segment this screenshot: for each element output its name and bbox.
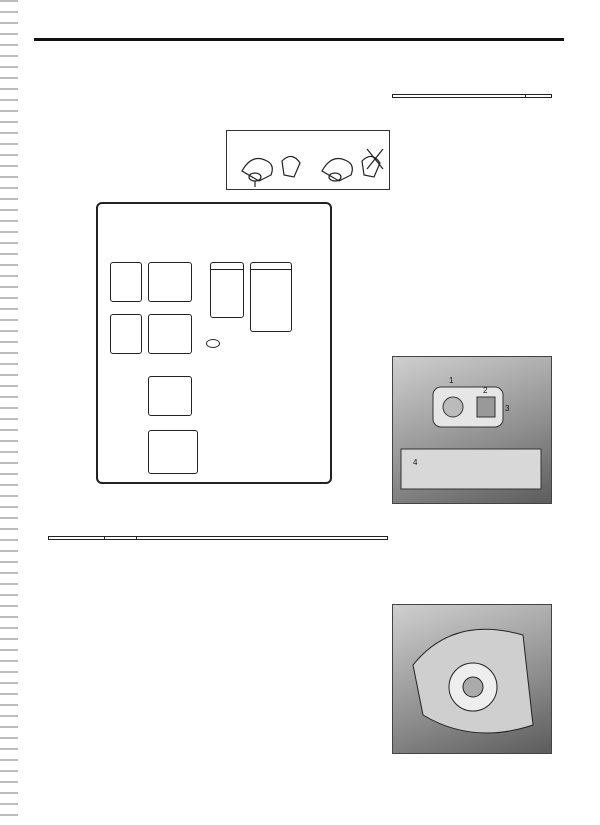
fuse-table-header — [105, 537, 137, 540]
lamp-table-header — [526, 95, 552, 98]
headlamp-removal-photo — [392, 604, 552, 754]
kia-bongo-front-photo — [392, 356, 552, 504]
relay-ffhs — [148, 376, 192, 416]
part-number — [206, 338, 220, 348]
relay-cond — [148, 430, 198, 474]
relay-glow — [148, 262, 192, 302]
fuse-glow-80a — [210, 262, 244, 318]
svg-text:3: 3 — [505, 404, 510, 413]
lamp-power-table — [392, 94, 552, 98]
fuse-table — [48, 536, 388, 540]
relay-acon — [110, 314, 142, 354]
svg-text:4: 4 — [413, 458, 418, 467]
fuse-block-diagram — [96, 202, 332, 484]
fuse-table-header — [137, 537, 388, 540]
svg-text:1: 1 — [449, 376, 454, 385]
svg-text:2: 2 — [483, 386, 488, 395]
hand-bulb-illustration — [227, 141, 391, 189]
header-rule — [34, 38, 564, 41]
relay-start — [148, 314, 192, 354]
headlamp-assembly-illustration — [393, 605, 551, 753]
relay-horn — [110, 262, 142, 302]
headlamp-illustration — [393, 357, 551, 503]
fuse-table-header — [49, 537, 105, 540]
hyundai-logo-icon — [206, 339, 220, 348]
binding-edge — [0, 0, 18, 825]
bulb-handling-figure — [226, 130, 390, 190]
fuse-batt-100a — [250, 262, 292, 332]
lamp-table-header — [393, 95, 526, 98]
